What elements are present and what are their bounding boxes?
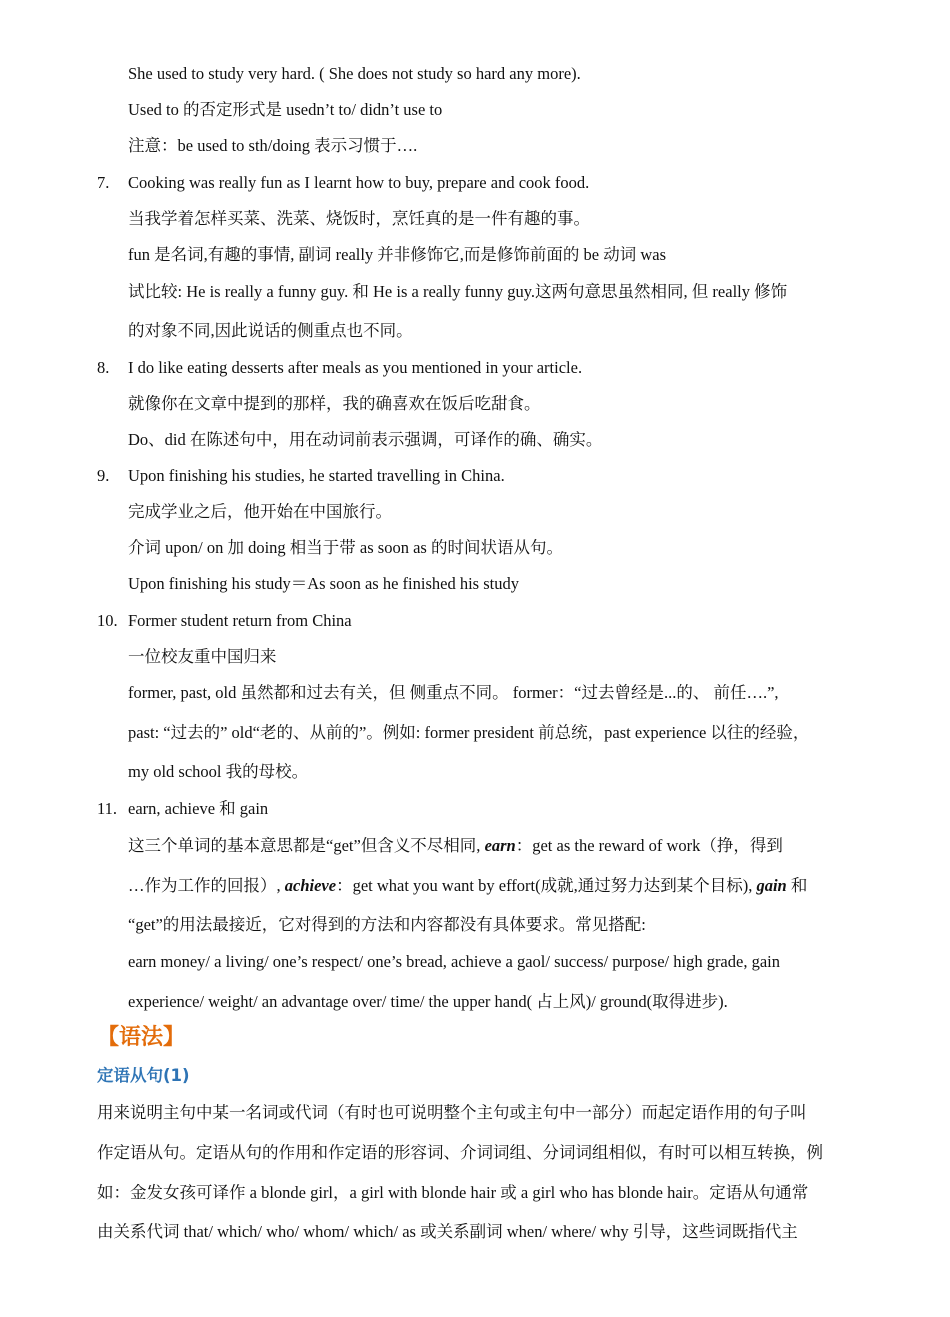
text-line: earn money/ a living/ one’s respect/ one’s bread, achieve a gaol/ success/ purpose/ high grade, gain (128, 952, 780, 971)
item-number: 8. (97, 358, 110, 377)
text-line: Former student return from China (128, 611, 352, 630)
text-line: I do like eating desserts after meals as you mentioned in your article. (128, 358, 583, 377)
text-line: 的对象不同,因此说话的侧重点也不同。 (128, 321, 413, 340)
term-earn: earn (484, 836, 516, 855)
text-line: 当我学着怎样买菜、洗菜、烧饭时，烹饪真的是一件有趣的事。 (128, 209, 590, 228)
text-line: past: “过去的” old“老的、从前的”。例如: former president 前总统，past experience 以往的经验， (128, 723, 810, 742)
text-line: Upon finishing his studies, he started travelling in China. (128, 466, 505, 485)
text-line: Used to 的否定形式是 usedn’t to/ didn’t use to (128, 100, 443, 119)
text-line: former, past, old 虽然都和过去有关，但 侧重点不同。 former：“过去曾经是...的、 前任….”, (128, 683, 779, 702)
text-line: my old school 我的母校。 (128, 762, 309, 781)
text-line: 介词 upon/ on 加 doing 相当于带 as soon as 的时间状语从句。 (128, 538, 563, 557)
section-heading: 【语法】 (97, 1025, 186, 1050)
text-line: 作定语从句。定语从句的作用和作定语的形容词、介词词组、分词词组相似，有时可以相互转换，例 (97, 1143, 823, 1162)
text-line: 用来说明主句中某一名词或代词（有时也可说明整个主句或主句中一部分）而起定语作用的句子叫 (97, 1103, 807, 1122)
term-gain: gain (756, 876, 787, 895)
text-line: experience/ weight/ an advantage over/ time/ the upper hand( 占上风)/ ground(取得进步). (128, 992, 728, 1011)
text-line: 如：金发女孩可译作 a blonde girl，a girl with blonde hair 或 a girl who has blonde hair。定语从句通常 (97, 1183, 809, 1202)
text-line: Do、did 在陈述句中，用在动词前表示强调，可译作的确、确实。 (128, 430, 603, 449)
item-number: 11. (97, 799, 118, 818)
text-line (128, 876, 807, 896)
text-line: 一位校友重中国归来 (128, 647, 277, 666)
item-number: 9. (97, 466, 110, 485)
text-line: “get”的用法最接近，它对得到的方法和内容都没有具体要求。常见搭配: (128, 915, 646, 934)
text-line: Cooking was really fun as I learnt how to buy, prepare and cook food. (128, 173, 590, 192)
text-line: earn, achieve 和 gain (128, 799, 269, 818)
text-line: fun 是名词,有趣的事情, 副词 really 并非修饰它,而是修饰前面的 be 动词 was (128, 245, 667, 264)
text-run: …作为工作的回报）, (128, 876, 285, 895)
section-subheading: 定语从句(1) (97, 1066, 190, 1085)
text-run: ：get as the reward of work（挣，得到 (515, 836, 783, 855)
text-line: 注意：be used to sth/doing 表示习惯于…. (128, 136, 418, 155)
text-run: 和 (786, 876, 808, 895)
text-line: 由关系代词 that/ which/ who/ whom/ which/ as 或关系副词 when/ where/ why 引导，这些词既指代主 (97, 1222, 798, 1241)
text-line: 试比较: He is really a funny guy. 和 He is a really funny guy.这两句意思虽然相同, 但 really 修饰 (128, 282, 788, 301)
term-achieve: achieve (284, 876, 337, 895)
text-run: ：get what you want by effort(成就,通过努力达到某个目标), (336, 876, 757, 895)
item-number: 10. (97, 611, 118, 630)
item-number: 7. (97, 173, 110, 192)
text-line: She used to study very hard. ( She does not study so hard any more). (128, 64, 581, 83)
text-run: 这三个单词的基本意思都是“get”但含义不尽相同, (128, 836, 485, 855)
text-line: 就像你在文章中提到的那样，我的确喜欢在饭后吃甜食。 (128, 394, 541, 413)
text-line (128, 836, 783, 856)
text-line: 完成学业之后，他开始在中国旅行。 (128, 502, 392, 521)
text-line: Upon finishing his study＝As soon as he finished his study (128, 574, 519, 593)
